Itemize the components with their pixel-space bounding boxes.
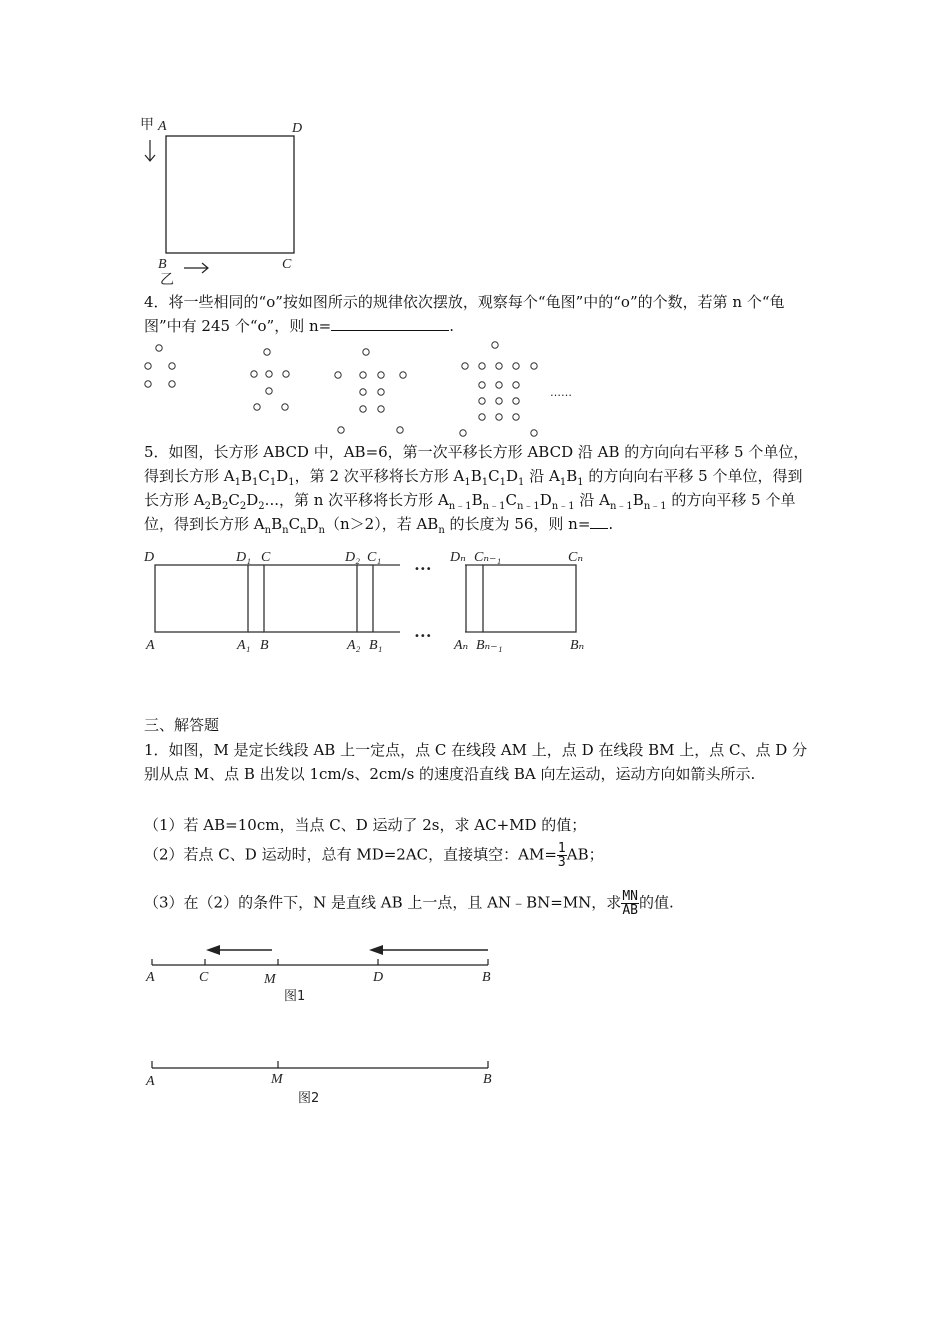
sub-question-3 bbox=[144, 890, 814, 917]
q5-text-9: 的长度为 56，则 n= bbox=[444, 515, 591, 533]
label-B1: B₁ bbox=[369, 638, 383, 653]
label-D1: D₁ bbox=[236, 550, 251, 565]
q5-text-3: 沿 bbox=[524, 467, 549, 485]
label-A2: A₂ bbox=[347, 638, 361, 653]
fraction-one-third bbox=[557, 842, 567, 869]
label-An: Aₙ bbox=[454, 638, 469, 653]
fig1-label-A: A bbox=[146, 970, 155, 985]
question-3-1: 1．如图，M 是定长线段 AB 上一定点，点 C 在线段 AM 上，点 D 在线段 BM 上，点 C、点 D 分别从点 M、点 B 出发以 1cm/s、2cm/s 的速度沿直线 BA 向左运动，运动方向如箭头所示. bbox=[144, 741, 808, 783]
turtle-figure-3 bbox=[335, 349, 406, 433]
label-Cn-1: Cₙ₋₁ bbox=[474, 550, 502, 565]
label-C-top: C bbox=[261, 550, 271, 565]
rect-1 bbox=[264, 565, 357, 632]
q5-text-2: ，第 2 次平移将长方形 bbox=[294, 467, 454, 485]
label-A-bottom: A bbox=[146, 638, 155, 653]
square bbox=[166, 136, 294, 253]
frac-den: AB bbox=[622, 903, 638, 918]
label-D2: D₂ bbox=[345, 550, 360, 565]
fig2-label-M: M bbox=[271, 1072, 283, 1087]
turtle-figures bbox=[138, 338, 598, 440]
fraction-mn-ab bbox=[621, 890, 639, 917]
sub3-text-end: 的值. bbox=[638, 893, 674, 912]
q5-sub: 1 bbox=[288, 477, 295, 488]
dots-top: ••• bbox=[414, 564, 432, 575]
sub-question-1: （1）若 AB=10cm，当点 C、D 运动了 2s，求 AC+MD 的值； bbox=[144, 816, 587, 834]
turtle-figure-2 bbox=[251, 349, 289, 410]
label-Bn-1: Bₙ₋₁ bbox=[476, 638, 503, 653]
figure-2 bbox=[140, 1052, 500, 1112]
label-Bn: Bₙ bbox=[570, 638, 585, 653]
fig1-label-C: C bbox=[199, 970, 209, 985]
label-Dn: Dₙ bbox=[450, 550, 466, 565]
question-4 bbox=[144, 290, 814, 338]
q5-sym: D bbox=[276, 467, 289, 485]
q5-sym: B bbox=[241, 467, 253, 485]
frac-num: MN bbox=[622, 889, 638, 904]
label-C1: C₁ bbox=[367, 550, 382, 565]
label-C: C bbox=[282, 257, 292, 272]
label-B: B bbox=[158, 257, 167, 272]
turtle-figure-4 bbox=[460, 342, 537, 436]
translation-figure bbox=[140, 545, 600, 657]
q5-sym: C bbox=[258, 467, 270, 485]
fig2-label-B: B bbox=[483, 1072, 492, 1087]
frac-num: 1 bbox=[557, 841, 566, 856]
left-arrow-icon bbox=[206, 945, 272, 955]
sub2-text-end: AB； bbox=[566, 845, 604, 864]
q5-answer-blank[interactable] bbox=[590, 514, 608, 529]
right-arrow-icon bbox=[184, 263, 208, 273]
turtle-figure-1 bbox=[145, 345, 175, 387]
label-D-top: D bbox=[144, 550, 155, 565]
q4-period: . bbox=[449, 317, 454, 335]
q5-text-7: 的方向平移 5 个单位，得到长方形 bbox=[144, 491, 796, 533]
square-figure bbox=[138, 112, 318, 292]
q5-sym: A bbox=[223, 467, 235, 485]
q5-text-5: ...，第 n 次平移将长方形 bbox=[264, 491, 438, 509]
rect-n bbox=[483, 565, 576, 632]
label-Cn: Cₙ bbox=[568, 550, 584, 565]
turtle-ellipsis: …… bbox=[550, 386, 572, 399]
frac-den: 3 bbox=[557, 855, 566, 870]
label-A: A bbox=[158, 119, 167, 134]
section-3-heading: 三、解答题 bbox=[144, 716, 220, 734]
fig1-label-M: M bbox=[264, 972, 276, 987]
rect-abcd bbox=[155, 565, 248, 632]
figure-1 bbox=[140, 935, 500, 1010]
rect-a1b1c1d1 bbox=[223, 467, 295, 488]
q5-text-6: 沿 bbox=[574, 491, 600, 509]
q4-text: 4．将一些相同的“o”按如图所示的规律依次摆放，观察每个“龟图”中的“o”的个数，若第 n 个“龟图”中有 245 个“o”，则 n= bbox=[144, 293, 785, 335]
q5-text-4: 的方向向右平移 5 个单位，得到长方形 bbox=[144, 467, 803, 509]
left-arrow-icon bbox=[369, 945, 488, 955]
fig1-label-D: D bbox=[373, 970, 384, 985]
sub2-text: （2）若点 C、D 运动时，总有 MD=2AC，直接填空：AM= bbox=[144, 845, 557, 864]
q4-answer-blank[interactable] bbox=[331, 316, 449, 331]
q5-sub: 1 bbox=[252, 477, 259, 488]
dots-bottom: ••• bbox=[414, 631, 432, 642]
label-jia: 甲 bbox=[140, 117, 154, 133]
sub3-text: （3）在（2）的条件下，N 是直线 AB 上一点，且 AN﹣BN=MN，求 bbox=[144, 893, 622, 912]
label-yi: 乙 bbox=[160, 272, 174, 288]
q5-text-8: （n＞2），若 AB bbox=[324, 515, 439, 533]
fig1-label-B: B bbox=[482, 970, 491, 985]
question-5: 5．如图，长方形 ABCD 中，AB=6，第一次平移长方形 ABCD 沿 AB 的方向向右平移 5 个单位，得到长方形 $A_1B_1C_1D_1$，第 2 次平移将长方形 $A_1B_1C_1D_1$ 沿 $A_1B_1$ 的方向向右平移 5 个单位，得到长方形 $A_2B_2C_2D_2$...，第 n 次平移将长方形 $A_{n﹣1}B_{n﹣1}C_{n﹣1}D_{n﹣1}$ 沿 $A_{n﹣1}B_{n﹣1}$ 的方向平移 5 个单位，得到长方形 $A_nB_nC_nD_n(n>2)$，若 $AB_n$ 的长度为 56，则 n= . bbox=[144, 443, 809, 536]
fig2-label-A: A bbox=[146, 1074, 155, 1089]
label-A1: A₁ bbox=[237, 638, 251, 653]
fig1-caption: 图1 bbox=[284, 989, 306, 1004]
q5-text-1: 5．如图，长方形 ABCD 中，AB=6，第一次平移长方形 ABCD 沿 AB 的方向向右平移 5 个单位，得到长方形 bbox=[144, 443, 809, 485]
q5-sub: 1 bbox=[269, 477, 277, 488]
label-B-bottom: B bbox=[260, 638, 269, 653]
q5-sub: 1 bbox=[234, 477, 241, 488]
fig2-caption: 图2 bbox=[298, 1091, 320, 1106]
sub-question-2 bbox=[144, 842, 814, 869]
q5-period: . bbox=[608, 515, 614, 533]
label-D: D bbox=[292, 121, 303, 136]
down-arrow-icon bbox=[145, 140, 155, 161]
